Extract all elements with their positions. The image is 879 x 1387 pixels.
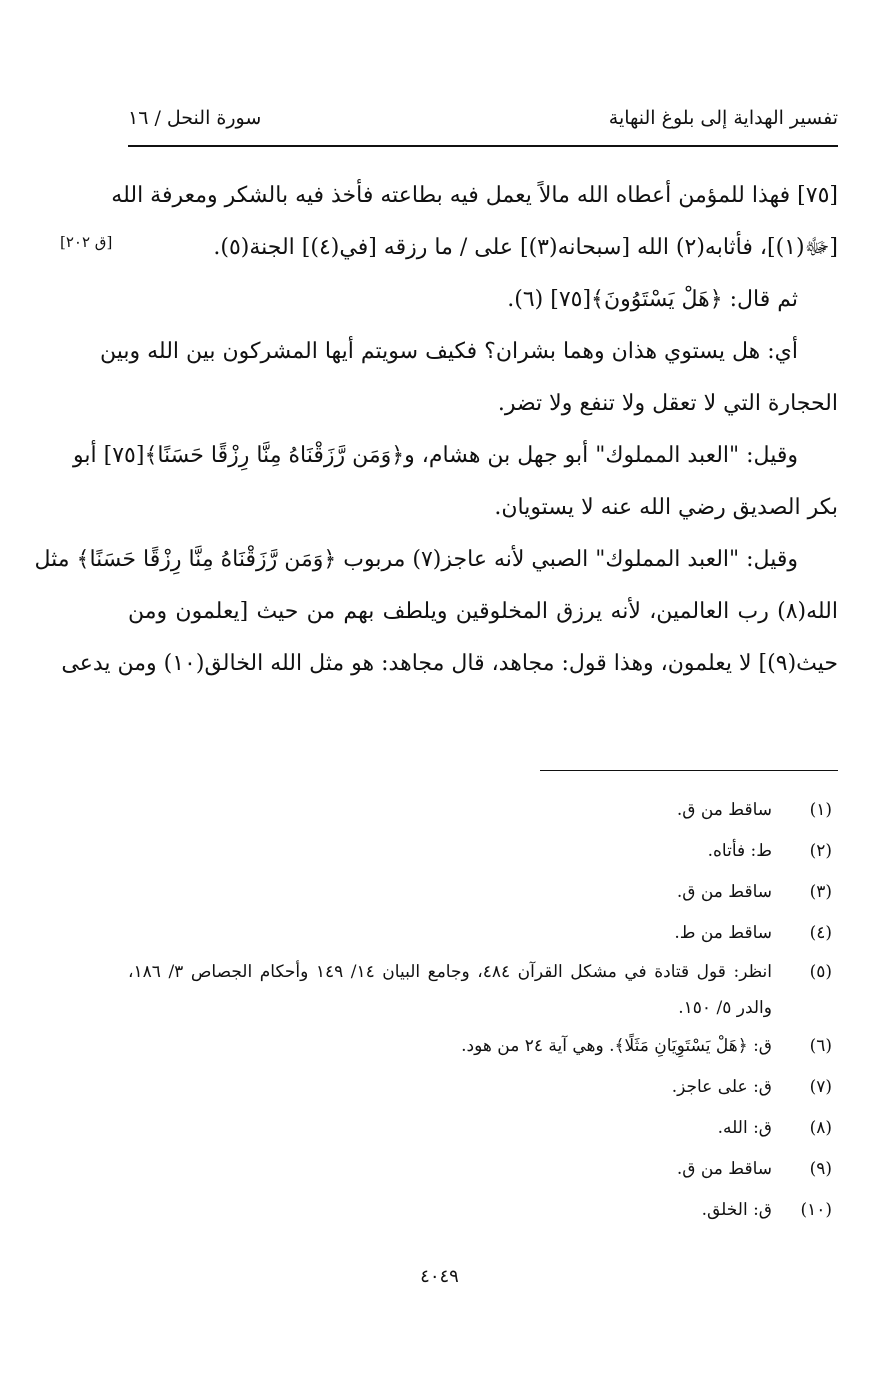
text-line: [ﷻ(١)]، فأثابه(٢) الله [سبحانه(٣)] على / ما رزقه [في(٤)] الجنة(٥). <box>213 235 838 260</box>
text-line: الحجارة التي لا تعقل ولا تنفع ولا تضر. <box>497 391 838 416</box>
footnote <box>128 1067 838 1108</box>
text-line: حيث(٩)] لا يعلمون، وهذا قول: مجاهد، قال مجاهد: هو مثل الله الخالق(١٠) ومن يدعى <box>61 651 838 676</box>
footnote-number: (١) <box>809 800 832 820</box>
footnote <box>128 954 838 1026</box>
footnote-text: ساقط من ط. <box>674 923 772 943</box>
text-line: وقيل: "العبد المملوك" الصبي لأنه عاجز(٧) مربوب ﴿وَمَن رَّزَقْنَاهُ مِنَّا رِزْقًا حَسَنًا﴾ مثل <box>34 547 798 572</box>
footnote-number: (٨) <box>809 1118 832 1138</box>
page-number: ٤٠٤٩ <box>420 1266 459 1287</box>
text-line: ثم قال: ﴿هَلْ يَسْتَوُونَ﴾[٧٥] (٦). <box>507 287 798 312</box>
footnote-text: ق: ﴿هَلْ يَسْتَوِيَانِ مَثَلًا﴾. وهي آية ٢٤ من هود. <box>461 1036 772 1056</box>
text-line: بكر الصديق رضي الله عنه لا يستويان. <box>494 495 838 520</box>
footnote <box>128 1108 838 1149</box>
footnote-number: (١٠) <box>800 1200 832 1220</box>
footnote <box>128 831 838 872</box>
text-line: [٧٥] فهذا للمؤمن أعطاه الله مالاً يعمل فيه بطاعته فأخذ فيه بالشكر ومعرفة الله <box>111 183 838 208</box>
footnote-number: (٦) <box>809 1036 832 1056</box>
footnote-text: ق: الخلق. <box>701 1200 772 1220</box>
footnote-number: (٢) <box>809 841 832 861</box>
footnote-number: (٤) <box>809 923 832 943</box>
footnote-text: ط: فأتاه. <box>707 841 772 861</box>
footnote-text: ساقط من ق. <box>676 882 772 902</box>
footnote-text: انظر: قول قتادة في مشكل القرآن ٤٨٤، وجامع البيان ١٤/ ١٤٩ وأحكام الجصاص ٣/ ١٨٦، والدر ٥/ ١٥٠. <box>128 962 772 1018</box>
footnote-text: ساقط من ق. <box>676 800 772 820</box>
footnote-number: (٣) <box>809 882 832 902</box>
surah-label: سورة النحل / ١٦ <box>128 107 262 129</box>
book-title: تفسير الهداية إلى بلوغ النهاية <box>608 107 838 129</box>
text-line: أي: هل يستوي هذان وهما بشران؟ فكيف سويتم أيها المشركون بين الله وبين <box>100 339 798 364</box>
footnote-text: ق: على عاجز. <box>671 1077 772 1097</box>
footnote-number: (٥) <box>809 962 832 982</box>
footnote-text: ساقط من ق. <box>676 1159 772 1179</box>
footnote-number: (٩) <box>809 1159 832 1179</box>
text-line: الله(٨) رب العالمين، لأنه يرزق المخلوقين ويلطف بهم من حيث [يعلمون ومن <box>128 599 838 624</box>
footnote <box>128 1190 838 1231</box>
footnote-rule <box>540 770 838 771</box>
footnote <box>128 913 838 954</box>
footnote-number: (٧) <box>809 1077 832 1097</box>
footnote <box>128 1149 838 1190</box>
header-rule <box>128 145 838 147</box>
footnote <box>128 872 838 913</box>
text-line: وقيل: "العبد المملوك" أبو جهل بن هشام، و﴿وَمَن رَّزَقْنَاهُ مِنَّا رِزْقًا حَسَنًا﴾[٧٥] أبو <box>73 443 798 468</box>
footnotes <box>128 790 838 1231</box>
footnote <box>128 790 838 831</box>
footnote-text: ق: الله. <box>717 1118 772 1138</box>
manuscript-folio-note: [ق ٢٠٢] <box>60 233 113 251</box>
footnote <box>128 1026 838 1067</box>
running-header <box>128 100 838 136</box>
